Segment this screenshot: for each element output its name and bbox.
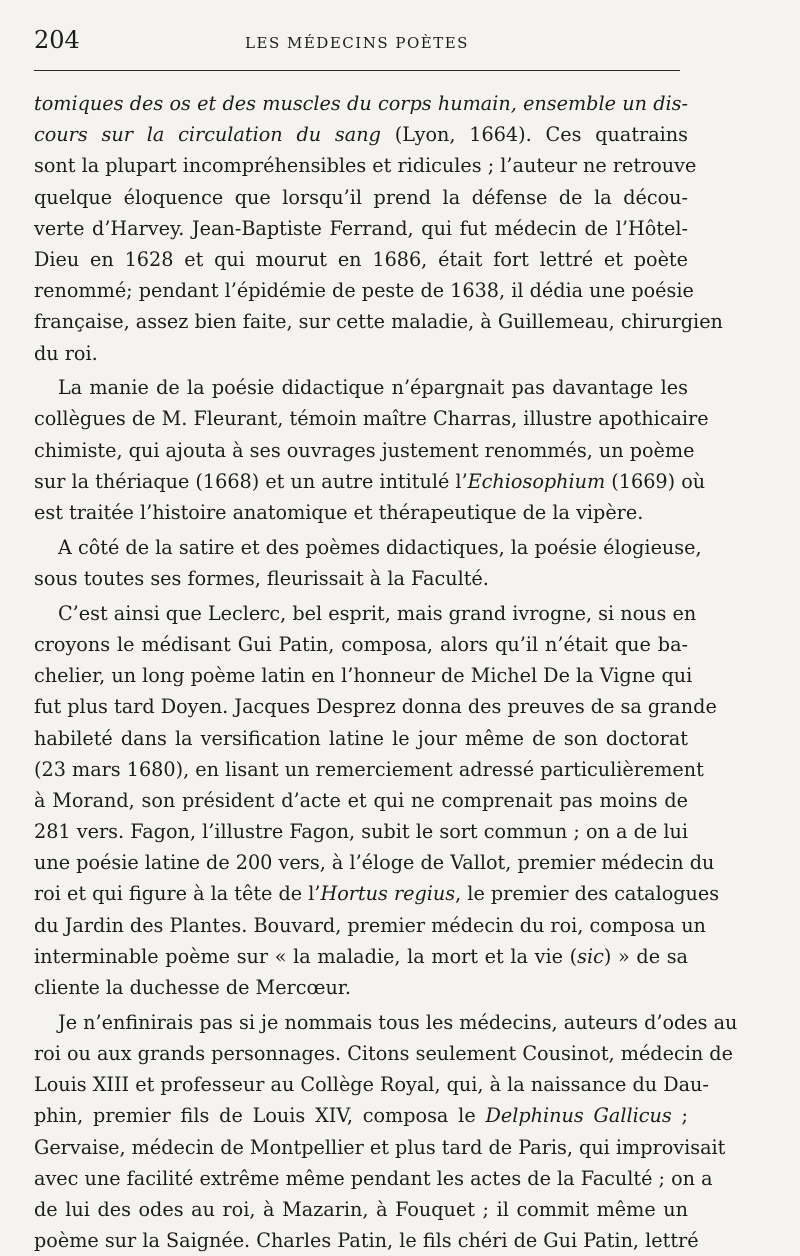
text-line: Dieu en 1628 et qui mourut en 1686, était fort lettré et poète: [34, 247, 688, 271]
header-rule: [34, 70, 680, 71]
text-line: phin, premier fils de Louis XIV, composa le Delphinus Gallicus ;: [34, 1104, 688, 1128]
italic-title: tomiques des os et des muscles du corps humain, ensemble un dis-: [34, 92, 688, 115]
text-line: est traitée l’histoire anatomique et thérapeutique de la vipère.: [34, 501, 644, 525]
text-line: poème sur la Saignée. Charles Patin, le fils chéri de Gui Patin, lettré: [34, 1229, 699, 1253]
paragraph-first-line: Je n’enfinirais pas si je nommais tous les médecins, auteurs d’odes au: [58, 1010, 738, 1034]
text-line: roi et qui figure à la tête de l’Hortus regius, le premier des catalogues: [34, 882, 720, 906]
paragraph-first-line: A côté de la satire et des poèmes didactiques, la poésie élogieuse,: [58, 535, 702, 559]
running-title: LES MÉDECINS POÈTES: [245, 34, 469, 52]
text-line: de lui des odes au roi, à Mazarin, à Fouquet ; il commit même un: [34, 1197, 688, 1221]
text-line: fut plus tard Doyen. Jacques Desprez donna des preuves de sa grande: [34, 695, 717, 719]
text-line: chelier, un long poème latin en l’honneur de Michel De la Vigne qui: [34, 664, 693, 688]
text-line: cours sur la circulation du sang (Lyon, 1664). Ces quatrains: [34, 123, 688, 147]
body-text: [34, 88, 738, 1256]
text-line: cliente la duchesse de Mercœur.: [34, 976, 351, 1000]
italic-title: cours sur la circulation du sang: [34, 123, 381, 147]
italic-title: Hortus regius: [320, 882, 456, 906]
text-line: habileté dans la versification latine le jour même de son doctorat: [34, 726, 688, 750]
text-line: roi ou aux grands personnages. Citons seulement Cousinot, médecin de: [34, 1042, 733, 1065]
text-line: française, assez bien faite, sur cette maladie, à Guillemeau, chirurgien: [34, 310, 723, 334]
italic-word: sic: [577, 944, 604, 968]
text-line: avec une facilité extrême même pendant les actes de la Faculté ; on a: [34, 1166, 713, 1190]
text-line: sont la plupart incompréhensibles et ridicules ; l’auteur ne retrouve: [34, 154, 697, 178]
text-line: du Jardin des Plantes. Bouvard, premier médecin du roi, composa un: [34, 913, 706, 937]
text-line: du roi.: [34, 341, 98, 365]
text-line: [34, 88, 688, 119]
text-line: sous toutes ses formes, fleurissait à la Faculté.: [34, 567, 489, 590]
italic-title: Echiosophium: [467, 469, 606, 493]
paragraph-first-line: C’est ainsi que Leclerc, bel esprit, mais grand ivrogne, si nous en: [58, 601, 697, 625]
paragraph-first-line: La manie de la poésie didactique n’épargnait pas davantage les: [58, 376, 688, 400]
page-number: 204: [34, 26, 80, 54]
text-line: Louis XIII et professeur au Collège Royal, qui, à la naissance du Dau-: [34, 1073, 709, 1097]
page-header: [34, 26, 680, 56]
text-line: chimiste, qui ajouta à ses ouvrages justement renommés, un poème: [34, 438, 695, 462]
text-line: croyons le médisant Gui Patin, composa, alors qu’il n’était que ba-: [34, 632, 688, 656]
text-line: sur la thériaque (1668) et un autre intitulé l’Echiosophium (1669) où: [34, 469, 706, 493]
text-line: collègues de M. Fleurant, témoin maître Charras, illustre apothicaire: [34, 407, 709, 431]
text-line: interminable poème sur « la maladie, la mort et la vie (sic) » de sa: [34, 944, 688, 968]
text-line: à Morand, son président d’acte et qui ne comprenait pas moins de: [34, 788, 688, 812]
text-line: (23 mars 1680), en lisant un remerciement adressé particulièrement: [34, 757, 704, 781]
text-line: verte d’Harvey. Jean-Baptiste Ferrand, qui fut médecin de l’Hôtel-: [34, 216, 688, 240]
text-line: renommé; pendant l’épidémie de peste de 1638, il dédia une poésie: [34, 279, 694, 303]
italic-title: Delphinus Gallicus: [485, 1104, 672, 1128]
text-line: 281 vers. Fagon, l’illustre Fagon, subit le sort commun ; on a de lui: [34, 820, 688, 844]
text-line: Gervaise, médecin de Montpellier et plus tard de Paris, qui improvisait: [34, 1135, 726, 1159]
text-line: quelque éloquence que lorsqu’il prend la défense de la décou-: [34, 185, 688, 209]
text-line: une poésie latine de 200 vers, à l’éloge de Vallot, premier médecin du: [34, 851, 715, 875]
